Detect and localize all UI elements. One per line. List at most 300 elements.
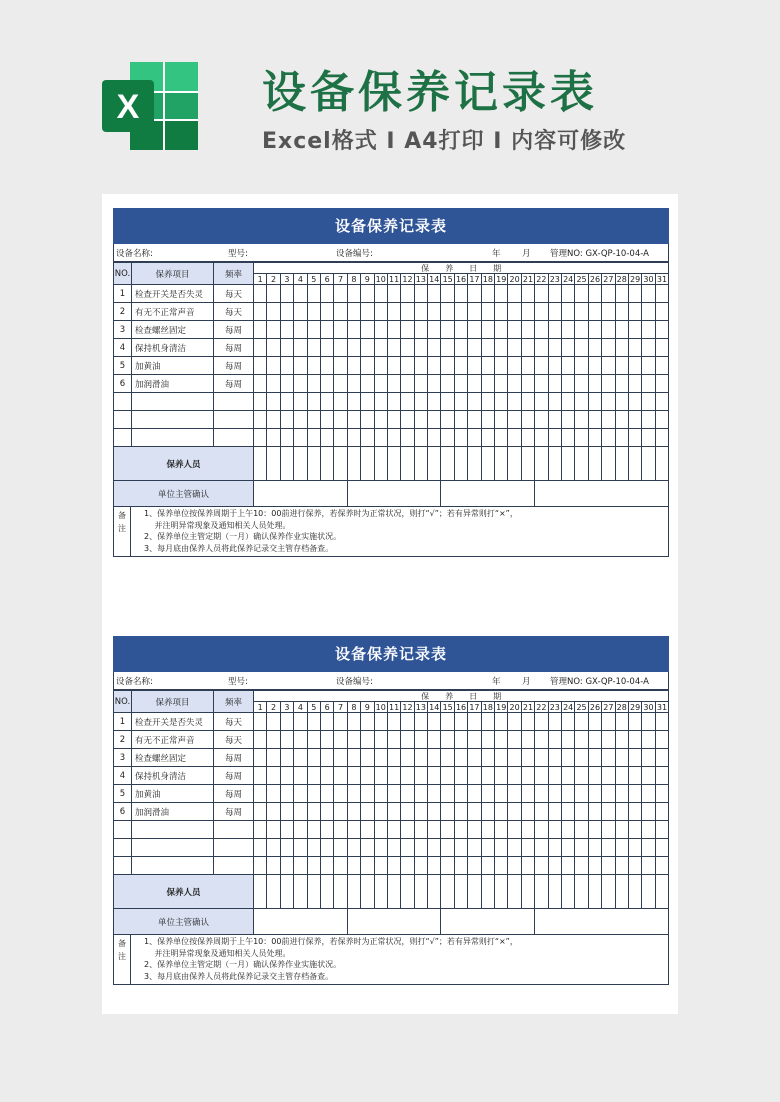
day-check-cell[interactable] [347,303,360,321]
day-check-cell[interactable] [588,375,601,393]
day-check-cell[interactable] [374,749,387,767]
day-check-cell[interactable] [508,321,521,339]
day-check-cell[interactable] [347,375,360,393]
day-check-cell[interactable] [387,803,400,821]
day-check-cell[interactable] [575,411,588,429]
day-check-cell[interactable] [428,731,441,749]
day-check-cell[interactable] [347,339,360,357]
personnel-sign-cell[interactable] [468,447,481,481]
blank-cell[interactable] [214,821,254,839]
day-check-cell[interactable] [320,285,333,303]
day-check-cell[interactable] [254,429,267,447]
day-check-cell[interactable] [441,321,454,339]
personnel-sign-cell[interactable] [267,875,280,909]
day-check-cell[interactable] [575,339,588,357]
day-check-cell[interactable] [441,803,454,821]
day-check-cell[interactable] [441,411,454,429]
personnel-sign-cell[interactable] [575,447,588,481]
day-check-cell[interactable] [454,821,467,839]
day-check-cell[interactable] [454,357,467,375]
day-check-cell[interactable] [535,321,548,339]
day-check-cell[interactable] [347,411,360,429]
day-check-cell[interactable] [481,713,494,731]
day-check-cell[interactable] [280,821,293,839]
personnel-sign-cell[interactable] [602,875,615,909]
day-check-cell[interactable] [401,785,414,803]
day-check-cell[interactable] [441,357,454,375]
day-check-cell[interactable] [561,839,574,857]
blank-cell[interactable] [214,857,254,875]
day-check-cell[interactable] [561,285,574,303]
day-check-cell[interactable] [588,339,601,357]
day-check-cell[interactable] [361,429,374,447]
day-check-cell[interactable] [401,731,414,749]
personnel-sign-cell[interactable] [307,875,320,909]
day-check-cell[interactable] [508,339,521,357]
day-check-cell[interactable] [320,357,333,375]
day-check-cell[interactable] [387,713,400,731]
day-check-cell[interactable] [414,303,427,321]
day-check-cell[interactable] [575,375,588,393]
day-check-cell[interactable] [454,411,467,429]
day-check-cell[interactable] [267,767,280,785]
day-check-cell[interactable] [548,303,561,321]
day-check-cell[interactable] [561,303,574,321]
day-check-cell[interactable] [254,749,267,767]
day-check-cell[interactable] [495,767,508,785]
personnel-sign-cell[interactable] [414,447,427,481]
day-check-cell[interactable] [374,375,387,393]
day-check-cell[interactable] [575,821,588,839]
day-check-cell[interactable] [267,713,280,731]
personnel-sign-cell[interactable] [347,447,360,481]
day-check-cell[interactable] [588,429,601,447]
supervisor-sign-cell[interactable] [254,481,348,507]
blank-cell[interactable] [114,821,132,839]
day-check-cell[interactable] [454,767,467,785]
day-check-cell[interactable] [548,411,561,429]
day-check-cell[interactable] [548,375,561,393]
day-check-cell[interactable] [454,429,467,447]
day-check-cell[interactable] [414,357,427,375]
personnel-sign-cell[interactable] [374,875,387,909]
day-check-cell[interactable] [454,303,467,321]
day-check-cell[interactable] [334,411,347,429]
day-check-cell[interactable] [401,339,414,357]
day-check-cell[interactable] [294,803,307,821]
day-check-cell[interactable] [454,749,467,767]
day-check-cell[interactable] [642,339,655,357]
day-check-cell[interactable] [414,839,427,857]
day-check-cell[interactable] [294,429,307,447]
day-check-cell[interactable] [495,303,508,321]
personnel-sign-cell[interactable] [481,447,494,481]
day-check-cell[interactable] [481,785,494,803]
day-check-cell[interactable] [535,303,548,321]
day-check-cell[interactable] [334,393,347,411]
day-check-cell[interactable] [280,857,293,875]
supervisor-sign-cell[interactable] [441,909,535,935]
day-check-cell[interactable] [628,375,641,393]
day-check-cell[interactable] [561,821,574,839]
day-check-cell[interactable] [655,857,669,875]
day-check-cell[interactable] [535,411,548,429]
day-check-cell[interactable] [481,767,494,785]
day-check-cell[interactable] [615,321,628,339]
day-check-cell[interactable] [294,839,307,857]
day-check-cell[interactable] [642,731,655,749]
day-check-cell[interactable] [374,713,387,731]
day-check-cell[interactable] [361,285,374,303]
day-check-cell[interactable] [401,429,414,447]
day-check-cell[interactable] [414,285,427,303]
supervisor-sign-cell[interactable] [347,481,441,507]
personnel-sign-cell[interactable] [655,875,669,909]
day-check-cell[interactable] [334,857,347,875]
day-check-cell[interactable] [254,767,267,785]
day-check-cell[interactable] [387,785,400,803]
personnel-sign-cell[interactable] [254,447,267,481]
day-check-cell[interactable] [575,357,588,375]
blank-cell[interactable] [132,821,214,839]
day-check-cell[interactable] [495,321,508,339]
day-check-cell[interactable] [374,767,387,785]
day-check-cell[interactable] [615,303,628,321]
day-check-cell[interactable] [254,303,267,321]
blank-cell[interactable] [114,393,132,411]
day-check-cell[interactable] [495,821,508,839]
supervisor-sign-cell[interactable] [347,909,441,935]
day-check-cell[interactable] [414,339,427,357]
day-check-cell[interactable] [267,339,280,357]
day-check-cell[interactable] [561,857,574,875]
day-check-cell[interactable] [575,285,588,303]
day-check-cell[interactable] [320,785,333,803]
day-check-cell[interactable] [441,375,454,393]
day-check-cell[interactable] [508,285,521,303]
day-check-cell[interactable] [320,839,333,857]
personnel-sign-cell[interactable] [441,875,454,909]
personnel-sign-cell[interactable] [575,875,588,909]
day-check-cell[interactable] [294,393,307,411]
day-check-cell[interactable] [481,339,494,357]
personnel-sign-cell[interactable] [481,875,494,909]
day-check-cell[interactable] [468,857,481,875]
day-check-cell[interactable] [642,857,655,875]
day-check-cell[interactable] [602,749,615,767]
day-check-cell[interactable] [280,303,293,321]
day-check-cell[interactable] [307,821,320,839]
personnel-sign-cell[interactable] [428,875,441,909]
day-check-cell[interactable] [254,803,267,821]
day-check-cell[interactable] [280,411,293,429]
day-check-cell[interactable] [468,375,481,393]
day-check-cell[interactable] [655,321,669,339]
personnel-sign-cell[interactable] [495,447,508,481]
day-check-cell[interactable] [334,429,347,447]
day-check-cell[interactable] [548,357,561,375]
day-check-cell[interactable] [521,749,534,767]
day-check-cell[interactable] [628,321,641,339]
supervisor-sign-cell[interactable] [535,909,669,935]
day-check-cell[interactable] [615,429,628,447]
day-check-cell[interactable] [320,339,333,357]
personnel-sign-cell[interactable] [441,447,454,481]
personnel-sign-cell[interactable] [548,447,561,481]
day-check-cell[interactable] [374,357,387,375]
day-check-cell[interactable] [401,857,414,875]
day-check-cell[interactable] [602,411,615,429]
day-check-cell[interactable] [294,857,307,875]
personnel-sign-cell[interactable] [280,875,293,909]
day-check-cell[interactable] [521,767,534,785]
day-check-cell[interactable] [401,375,414,393]
day-check-cell[interactable] [521,839,534,857]
day-check-cell[interactable] [575,839,588,857]
day-check-cell[interactable] [615,767,628,785]
day-check-cell[interactable] [347,321,360,339]
day-check-cell[interactable] [428,857,441,875]
day-check-cell[interactable] [361,375,374,393]
personnel-sign-cell[interactable] [334,875,347,909]
day-check-cell[interactable] [602,429,615,447]
personnel-sign-cell[interactable] [387,875,400,909]
personnel-sign-cell[interactable] [508,875,521,909]
day-check-cell[interactable] [428,285,441,303]
personnel-sign-cell[interactable] [307,447,320,481]
day-check-cell[interactable] [428,749,441,767]
day-check-cell[interactable] [387,357,400,375]
day-check-cell[interactable] [575,429,588,447]
day-check-cell[interactable] [602,375,615,393]
day-check-cell[interactable] [588,857,601,875]
day-check-cell[interactable] [495,713,508,731]
day-check-cell[interactable] [615,393,628,411]
day-check-cell[interactable] [628,357,641,375]
blank-cell[interactable] [214,393,254,411]
personnel-sign-cell[interactable] [387,447,400,481]
day-check-cell[interactable] [454,339,467,357]
personnel-sign-cell[interactable] [561,875,574,909]
day-check-cell[interactable] [361,393,374,411]
day-check-cell[interactable] [615,803,628,821]
personnel-sign-cell[interactable] [401,447,414,481]
day-check-cell[interactable] [602,857,615,875]
personnel-sign-cell[interactable] [454,447,467,481]
day-check-cell[interactable] [320,429,333,447]
day-check-cell[interactable] [454,713,467,731]
day-check-cell[interactable] [642,713,655,731]
day-check-cell[interactable] [361,321,374,339]
day-check-cell[interactable] [401,713,414,731]
day-check-cell[interactable] [361,839,374,857]
day-check-cell[interactable] [642,767,655,785]
day-check-cell[interactable] [280,731,293,749]
day-check-cell[interactable] [615,731,628,749]
day-check-cell[interactable] [655,339,669,357]
day-check-cell[interactable] [347,731,360,749]
day-check-cell[interactable] [347,857,360,875]
day-check-cell[interactable] [280,393,293,411]
day-check-cell[interactable] [280,285,293,303]
day-check-cell[interactable] [267,357,280,375]
day-check-cell[interactable] [454,375,467,393]
day-check-cell[interactable] [280,339,293,357]
day-check-cell[interactable] [374,785,387,803]
day-check-cell[interactable] [428,803,441,821]
personnel-sign-cell[interactable] [361,875,374,909]
day-check-cell[interactable] [254,285,267,303]
day-check-cell[interactable] [320,303,333,321]
day-check-cell[interactable] [628,731,641,749]
day-check-cell[interactable] [481,429,494,447]
personnel-sign-cell[interactable] [615,447,628,481]
day-check-cell[interactable] [254,731,267,749]
day-check-cell[interactable] [521,821,534,839]
day-check-cell[interactable] [441,785,454,803]
day-check-cell[interactable] [481,303,494,321]
day-check-cell[interactable] [294,357,307,375]
personnel-sign-cell[interactable] [521,447,534,481]
day-check-cell[interactable] [642,785,655,803]
day-check-cell[interactable] [294,767,307,785]
day-check-cell[interactable] [561,339,574,357]
day-check-cell[interactable] [495,393,508,411]
day-check-cell[interactable] [588,749,601,767]
day-check-cell[interactable] [521,429,534,447]
day-check-cell[interactable] [495,411,508,429]
day-check-cell[interactable] [374,731,387,749]
day-check-cell[interactable] [561,785,574,803]
day-check-cell[interactable] [548,803,561,821]
day-check-cell[interactable] [414,713,427,731]
day-check-cell[interactable] [401,303,414,321]
day-check-cell[interactable] [495,285,508,303]
day-check-cell[interactable] [508,749,521,767]
day-check-cell[interactable] [428,785,441,803]
day-check-cell[interactable] [414,429,427,447]
day-check-cell[interactable] [428,375,441,393]
day-check-cell[interactable] [347,767,360,785]
day-check-cell[interactable] [495,785,508,803]
day-check-cell[interactable] [441,393,454,411]
day-check-cell[interactable] [374,285,387,303]
day-check-cell[interactable] [655,429,669,447]
day-check-cell[interactable] [561,731,574,749]
day-check-cell[interactable] [628,749,641,767]
day-check-cell[interactable] [294,285,307,303]
day-check-cell[interactable] [267,785,280,803]
day-check-cell[interactable] [414,785,427,803]
day-check-cell[interactable] [588,321,601,339]
day-check-cell[interactable] [361,357,374,375]
day-check-cell[interactable] [334,731,347,749]
day-check-cell[interactable] [401,285,414,303]
day-check-cell[interactable] [428,411,441,429]
day-check-cell[interactable] [454,321,467,339]
day-check-cell[interactable] [401,357,414,375]
day-check-cell[interactable] [441,821,454,839]
day-check-cell[interactable] [548,857,561,875]
day-check-cell[interactable] [334,375,347,393]
day-check-cell[interactable] [347,713,360,731]
day-check-cell[interactable] [602,821,615,839]
day-check-cell[interactable] [535,357,548,375]
day-check-cell[interactable] [361,821,374,839]
day-check-cell[interactable] [481,749,494,767]
day-check-cell[interactable] [454,839,467,857]
day-check-cell[interactable] [495,839,508,857]
day-check-cell[interactable] [521,321,534,339]
day-check-cell[interactable] [414,321,427,339]
day-check-cell[interactable] [401,803,414,821]
day-check-cell[interactable] [468,785,481,803]
day-check-cell[interactable] [615,785,628,803]
day-check-cell[interactable] [642,803,655,821]
day-check-cell[interactable] [548,713,561,731]
day-check-cell[interactable] [575,749,588,767]
day-check-cell[interactable] [508,357,521,375]
day-check-cell[interactable] [655,303,669,321]
day-check-cell[interactable] [642,821,655,839]
day-check-cell[interactable] [548,429,561,447]
day-check-cell[interactable] [602,393,615,411]
personnel-sign-cell[interactable] [428,447,441,481]
day-check-cell[interactable] [602,713,615,731]
day-check-cell[interactable] [495,339,508,357]
day-check-cell[interactable] [495,375,508,393]
day-check-cell[interactable] [535,839,548,857]
day-check-cell[interactable] [307,429,320,447]
day-check-cell[interactable] [628,285,641,303]
day-check-cell[interactable] [521,803,534,821]
blank-cell[interactable] [114,429,132,447]
day-check-cell[interactable] [334,285,347,303]
day-check-cell[interactable] [548,749,561,767]
day-check-cell[interactable] [254,839,267,857]
day-check-cell[interactable] [481,375,494,393]
blank-cell[interactable] [114,411,132,429]
day-check-cell[interactable] [602,731,615,749]
personnel-sign-cell[interactable] [588,875,601,909]
day-check-cell[interactable] [454,393,467,411]
day-check-cell[interactable] [374,411,387,429]
day-check-cell[interactable] [374,803,387,821]
day-check-cell[interactable] [615,339,628,357]
personnel-sign-cell[interactable] [267,447,280,481]
day-check-cell[interactable] [280,375,293,393]
day-check-cell[interactable] [508,393,521,411]
day-check-cell[interactable] [615,375,628,393]
day-check-cell[interactable] [361,749,374,767]
day-check-cell[interactable] [642,285,655,303]
day-check-cell[interactable] [254,357,267,375]
day-check-cell[interactable] [495,749,508,767]
day-check-cell[interactable] [521,785,534,803]
day-check-cell[interactable] [428,839,441,857]
day-check-cell[interactable] [615,749,628,767]
day-check-cell[interactable] [254,857,267,875]
personnel-sign-cell[interactable] [521,875,534,909]
day-check-cell[interactable] [588,839,601,857]
day-check-cell[interactable] [454,785,467,803]
day-check-cell[interactable] [280,357,293,375]
day-check-cell[interactable] [548,731,561,749]
personnel-sign-cell[interactable] [561,447,574,481]
day-check-cell[interactable] [414,857,427,875]
day-check-cell[interactable] [508,803,521,821]
day-check-cell[interactable] [441,303,454,321]
